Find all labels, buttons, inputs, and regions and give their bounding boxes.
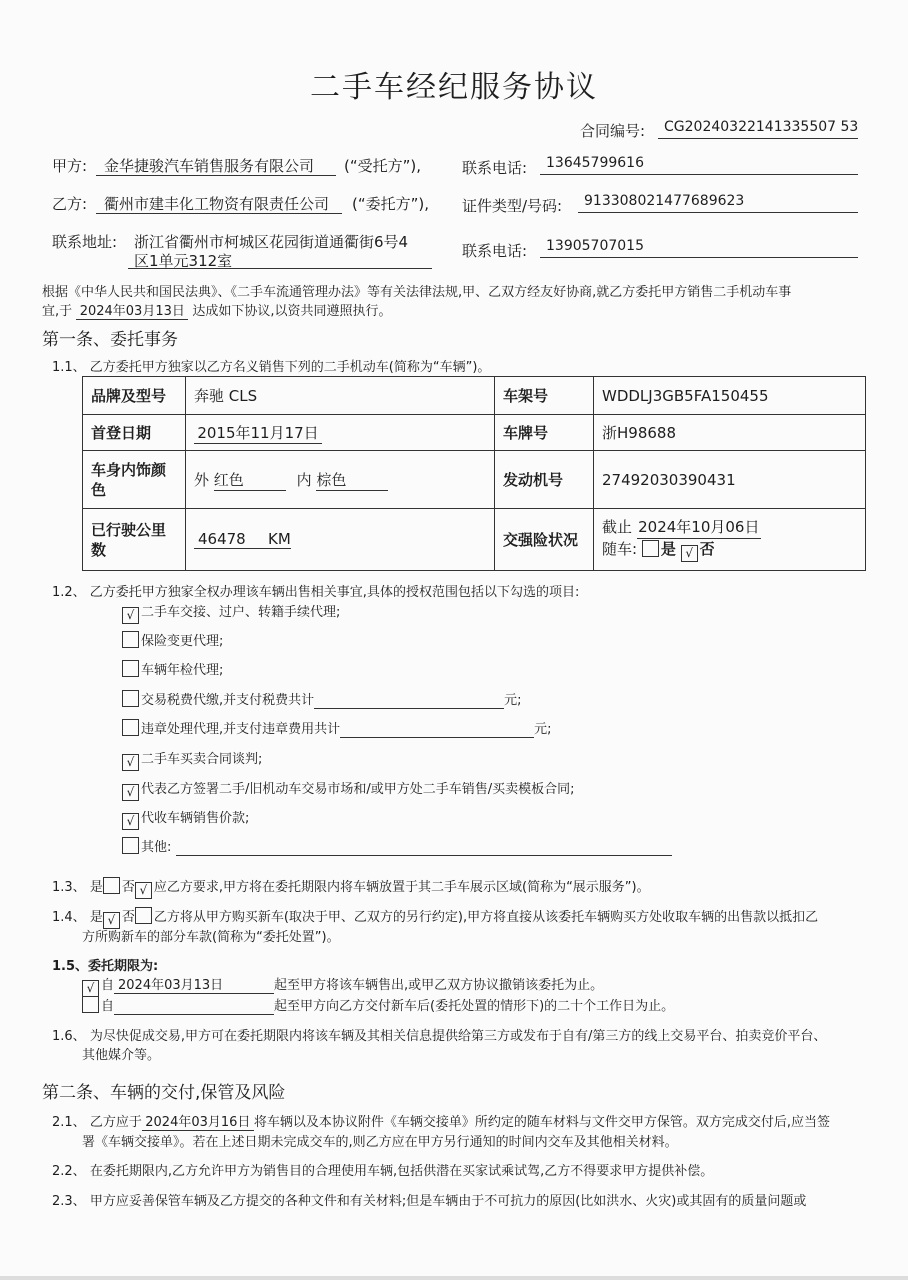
item-2-1-post: 将车辆以及本协议附件《车辆交接单》所约定的随车材料与文件交甲方保管。双方完成交付后,应当签 <box>253 1115 830 1130</box>
item-1-5-line2-pre: 自 <box>101 999 115 1014</box>
party-b-id-no: 913308021477689623 <box>584 193 745 209</box>
option-violation <box>122 718 552 738</box>
inner-color-label: 内 <box>296 470 312 489</box>
item-1-4-line2: 方所购新车的部分车款(简称为“委托处置”)。 <box>82 930 340 945</box>
option-collect-payment <box>122 807 249 830</box>
item-2-1-line2: 署《车辆交接单》。若在上述日期未完成交车的,则乙方应在甲方另行通知的时间内交车及其他相关材料。 <box>82 1135 678 1150</box>
plate-value: 浙H98688 <box>594 415 866 451</box>
option-collect-payment-label: 代收车辆销售价款; <box>141 811 250 826</box>
option-other-underline[interactable] <box>176 855 672 856</box>
option-insurance-change <box>122 630 223 649</box>
item-1-4-no-label: 否 <box>121 910 135 925</box>
option-collect-payment-checkbox[interactable]: √ <box>122 813 139 830</box>
party-b-id-label: 证件类型/号码: <box>462 197 563 215</box>
page-bottom-edge <box>0 1276 908 1280</box>
intro-line1: 根据《中华人民共和国民法典》、《二手车流通管理办法》等有关法律法规,甲、乙双方经友好协商,就乙方委托甲方销售二手机动车事 <box>42 285 792 300</box>
item-1-4-num: 1.4、 <box>52 910 86 925</box>
contract-no: CG20240322141335507 53 <box>664 119 859 135</box>
item-1-4-yes-label: 是 <box>89 910 103 925</box>
option-insurance-change-checkbox[interactable] <box>122 631 139 648</box>
item-2-3-num: 2.3、 <box>52 1194 86 1209</box>
contract-no-underline <box>658 138 858 139</box>
outer-color-value: 红色 <box>214 469 286 491</box>
option-sign-contract-checkbox[interactable]: √ <box>122 784 139 801</box>
party-b-underline <box>96 213 342 214</box>
item-2-1-pre: 乙方应于 <box>89 1115 142 1130</box>
item-1-5-line1 <box>82 974 603 997</box>
inner-color-value: 棕色 <box>316 469 388 491</box>
intro-line2 <box>42 300 392 320</box>
option-negotiation-checkbox[interactable]: √ <box>122 754 139 771</box>
insurance-cell <box>594 509 866 571</box>
insurance-no-label: 否 <box>699 540 715 558</box>
option-negotiation <box>122 748 262 771</box>
item-1-5-from-date: 2024年03月13日 <box>114 974 274 994</box>
item-1-6-line2: 其他媒介等。 <box>82 1048 161 1063</box>
option-violation-checkbox[interactable] <box>122 719 139 736</box>
item-1-3-no-label: 否 <box>121 880 135 895</box>
reg-date-label: 首登日期 <box>83 415 186 451</box>
party-a-underline <box>96 175 336 176</box>
item-2-2-num: 2.2、 <box>52 1164 86 1179</box>
party-b-label: 乙方: <box>52 195 88 213</box>
item-1-1: 1.1、 乙方委托甲方独家以乙方名义销售下列的二手机动车(简称为“车辆”)。 <box>52 360 491 375</box>
vin-label: 车架号 <box>495 377 594 415</box>
address-underline <box>128 268 432 269</box>
intro-date: 2024年03月13日 <box>76 300 188 320</box>
item-1-3-yes-label: 是 <box>89 880 103 895</box>
item-1-5-heading <box>52 955 158 974</box>
engine-value: 27492030390431 <box>594 451 866 509</box>
option-annual-inspection <box>122 659 223 678</box>
item-1-4-line1: 乙方将从甲方购买新车(取决于甲、乙双方的另行约定),甲方将直接从该委托车辆购买方处收取车辆的出售款以抵扣乙 <box>153 910 819 925</box>
item-2-2 <box>52 1160 713 1179</box>
option-other <box>122 836 171 855</box>
plate-label: 车牌号 <box>495 415 594 451</box>
brand-value: 奔驰 CLS <box>186 377 495 415</box>
item-1-6-num: 1.6、 <box>52 1029 86 1044</box>
item-2-1-date: 2024年03月16日 <box>142 1111 254 1131</box>
item-1-3-yes-checkbox[interactable] <box>103 877 120 894</box>
item-2-3 <box>52 1190 806 1209</box>
contract-no-label: 合同编号: <box>580 122 646 140</box>
address-line1: 浙江省衢州市柯城区花园街道通衢街6号4 <box>134 233 409 251</box>
vehicle-table <box>82 376 866 571</box>
party-a-phone-underline <box>540 174 858 175</box>
address-label: 联系地址: <box>52 233 118 251</box>
item-1-3-text: 应乙方要求,甲方将在委托期限内将车辆放置于其二手车展示区域(简称为“展示服务”)。 <box>153 880 650 895</box>
insurance-until-row <box>602 517 857 539</box>
item-1-5-option2-checkbox[interactable] <box>82 996 99 1013</box>
item-1-5-num: 1.5、 <box>52 959 89 974</box>
party-a-phone-label: 联系电话: <box>462 159 528 177</box>
item-1-5-line2-post: 起至甲方向乙方交付新车后(委托处置的情形下)的二十个工作日为止。 <box>274 999 675 1014</box>
color-label: 车身内饰颜色 <box>83 451 186 509</box>
insurance-until-date: 2024年10月06日 <box>637 517 761 539</box>
address-phone-label: 联系电话: <box>462 242 528 260</box>
item-1-3 <box>52 876 650 899</box>
item-1-5-title: 委托期限为: <box>88 959 159 974</box>
insurance-no-checkbox[interactable]: √ <box>681 545 698 562</box>
option-sign-contract <box>122 778 575 801</box>
item-1-5-option1-checkbox[interactable]: √ <box>82 980 99 997</box>
mileage-value: 46478 <box>194 530 268 549</box>
option-tax-suffix: 元; <box>504 693 522 708</box>
item-2-1-num: 2.1、 <box>52 1115 86 1130</box>
option-tax-label: 交易税费代缴,并支付税费共计 <box>141 693 315 708</box>
option-tax-checkbox[interactable] <box>122 690 139 707</box>
insurance-yes-label: 是 <box>660 540 676 558</box>
option-insurance-change-label: 保险变更代理; <box>141 634 224 649</box>
intro-line2-pre: 宜,于 <box>42 304 73 319</box>
document-title: 二手车经纪服务协议 <box>310 70 598 105</box>
item-2-2-text: 在委托期限内,乙方允许甲方为销售目的合理使用车辆,包括供潜在买家试乘试驾,乙方不得要求甲方提供补偿。 <box>89 1164 714 1179</box>
option-other-label: 其他: <box>141 840 172 855</box>
insurance-yes-checkbox[interactable] <box>642 540 659 557</box>
option-tax <box>122 689 522 709</box>
mileage-label: 已行驶公里数 <box>83 509 186 571</box>
party-a-phone: 13645799616 <box>546 155 644 171</box>
item-1-5-line1-post: 起至甲方将该车辆售出,或甲乙双方协议撤销该委托为止。 <box>274 978 604 993</box>
address-phone-underline <box>540 257 858 258</box>
item-2-1 <box>52 1111 830 1131</box>
section-2-heading: 第二条、车辆的交付,保管及风险 <box>42 1083 286 1103</box>
item-1-3-num: 1.3、 <box>52 880 86 895</box>
party-b-role: (“委托方”), <box>352 195 430 213</box>
party-a-role: (“受托方”), <box>344 157 422 175</box>
item-1-3-no-checkbox[interactable]: √ <box>135 882 152 899</box>
intro-line2-post: 达成如下协议,以资共同遵照执行。 <box>192 304 392 319</box>
option-violation-blank[interactable] <box>340 722 534 738</box>
reg-date-cell <box>186 415 495 451</box>
mileage-cell <box>186 509 495 571</box>
option-sign-contract-label: 代表乙方签署二手/旧机动车交易市场和/或甲方处二手车销售/买卖模板合同; <box>141 782 575 797</box>
address-line2: 区1单元312室 <box>134 252 233 270</box>
item-2-3-text: 甲方应妥善保管车辆及乙方提交的各种文件和有关材料;但是车辆由于不可抗力的原因(比如洪水、火灾)或其固有的质量问题或 <box>89 1194 807 1209</box>
engine-label: 发动机号 <box>495 451 594 509</box>
item-1-5-line2 <box>82 995 674 1015</box>
reg-date-value: 2015年11月17日 <box>194 422 322 444</box>
item-1-6 <box>52 1025 826 1044</box>
party-b-name: 衢州市建丰化工物资有限责任公司 <box>104 195 330 213</box>
item-1-4-yes-checkbox[interactable]: √ <box>103 912 120 929</box>
option-transfer <box>122 601 340 624</box>
insurance-until-label: 截止 <box>602 518 633 536</box>
option-annual-inspection-checkbox[interactable] <box>122 660 139 677</box>
vin-value: WDDLJ3GB5FA150455 <box>594 377 866 415</box>
address-phone: 13905707015 <box>546 238 644 254</box>
insurance-label: 交强险状况 <box>495 509 594 571</box>
option-tax-blank[interactable] <box>314 693 504 709</box>
item-1-5-line2-blank[interactable] <box>114 999 274 1015</box>
party-a-name: 金华捷骏汽车销售服务有限公司 <box>104 157 315 175</box>
section-1-heading: 第一条、委托事务 <box>42 330 178 350</box>
option-other-checkbox[interactable] <box>122 837 139 854</box>
outer-color-label: 外 <box>194 470 210 489</box>
color-cell <box>186 451 495 509</box>
item-1-6-line1: 为尽快促成交易,甲方可在委托期限内将该车辆及其相关信息提供给第三方或发布于自有/第三方的线上交易平台、拍卖竞价平台、 <box>89 1029 827 1044</box>
insurance-with-row <box>602 539 857 562</box>
option-transfer-checkbox[interactable]: √ <box>122 607 139 624</box>
mileage-unit: KM <box>268 530 291 548</box>
option-negotiation-label: 二手车买卖合同谈判; <box>141 752 263 767</box>
option-violation-label: 违章处理代理,并支付违章费用共计 <box>141 722 341 737</box>
party-b-id-underline <box>578 212 858 213</box>
item-1-2: 1.2、 乙方委托甲方独家全权办理该车辆出售相关事宜,具体的授权范围包括以下勾选的项目: <box>52 585 580 600</box>
item-1-4-no-checkbox[interactable] <box>135 907 152 924</box>
brand-label: 品牌及型号 <box>83 377 186 415</box>
insurance-with-label: 随车: <box>602 540 638 558</box>
option-violation-suffix: 元; <box>534 722 552 737</box>
option-transfer-label: 二手车交接、过户、转籍手续代理; <box>141 605 341 620</box>
item-1-5-from-label: 自 <box>101 978 115 993</box>
party-a-label: 甲方: <box>52 157 88 175</box>
option-annual-inspection-label: 车辆年检代理; <box>141 663 224 678</box>
